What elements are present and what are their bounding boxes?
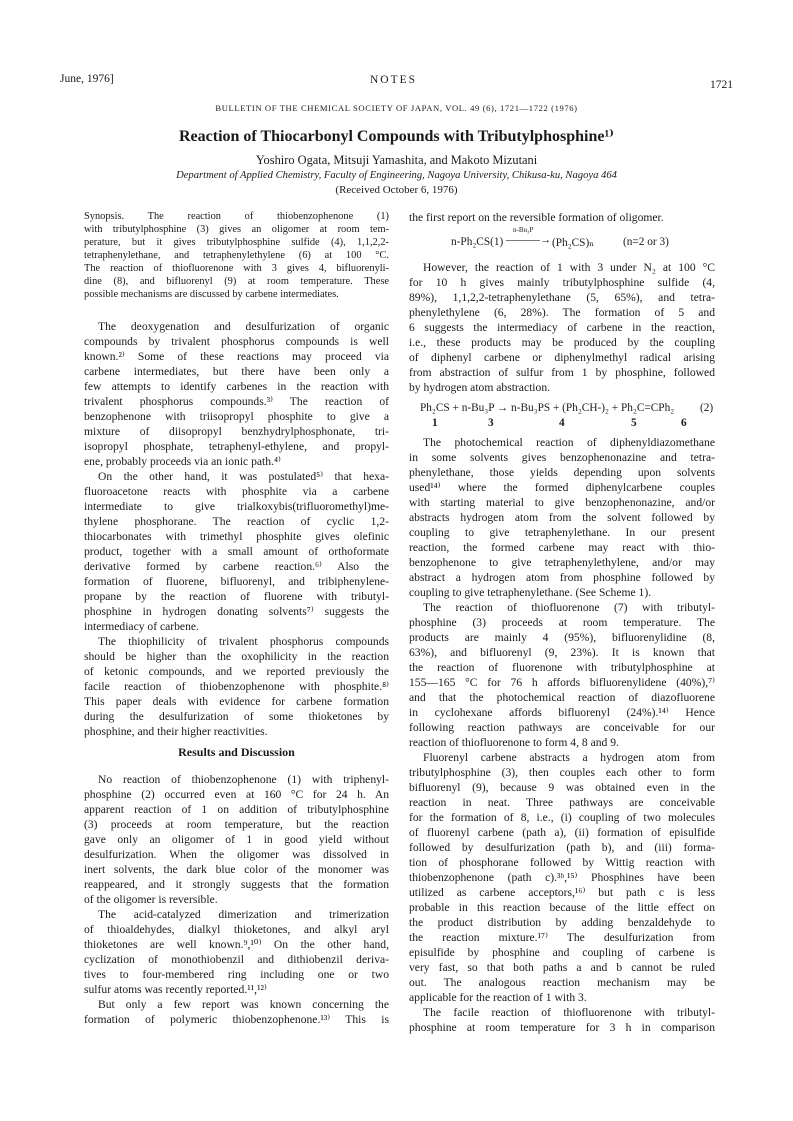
synopsis-line: with tributylphosphine (3) gives an oligomer at room tem- xyxy=(84,224,389,235)
body-line: utilized as carbene acceptors,¹⁶⁾ but path c is less xyxy=(409,886,715,899)
body-line: in some solvents gives benzophenonazine and tetra- xyxy=(409,451,715,464)
equation-1-reagent: n-Bu₃P xyxy=(513,226,534,234)
equation-2-label: 5 xyxy=(631,417,637,429)
equation-2-label: 6 xyxy=(681,417,687,429)
body-line: the reaction mixture.¹⁷⁾ The desulfurization from xyxy=(409,931,715,944)
authors: Yoshiro Ogata, Mitsuji Yamashita, and Makoto Mizutani xyxy=(255,153,538,167)
equation-2-number: (2) xyxy=(700,402,714,414)
body-line: and that the photochemical reaction of diazofluorene xyxy=(409,691,715,704)
body-line: of diphenyl carbene or diphenylmethyl radical arising xyxy=(409,351,715,364)
body-line: On the other hand, it was postulated⁵⁾ that hexa- xyxy=(98,470,389,483)
body-line: desulfurization. When the oligomer was dissolved in xyxy=(84,848,389,861)
body-line: intermediacy of carbene. xyxy=(84,620,199,633)
body-line: the product distribution by adding benzaldehyde to xyxy=(409,916,715,929)
body-line: probable in this reaction because of the little effect on xyxy=(409,901,715,914)
body-line: benzophenone with triisopropyl phosphite to give a xyxy=(84,410,389,423)
body-line: The thiophilicity of trivalent phosphorus compounds xyxy=(98,635,389,648)
body-line: The deoxygenation and desulfurization of organic xyxy=(98,320,389,333)
body-line: 6 suggests the intermediacy of carbene in the reaction, xyxy=(409,321,715,334)
body-line: propane by the reaction of fluorene with tributyl- xyxy=(84,590,389,603)
body-line: ene, probably proceeds via an ionic path.⁴⁾ xyxy=(84,455,281,468)
body-line: formation of polymeric thiobenzophenone.¹³⁾ This is xyxy=(84,1013,389,1026)
equation-2-body: Ph₂CS + n-Bu₃P → n-Bu₃PS + (Ph₂CH-)₂ + Ph₂C=CPh₂ xyxy=(420,402,675,414)
body-line: The photochemical reaction of diphenyldiazomethane xyxy=(423,436,715,449)
running-section: NOTES xyxy=(370,74,418,86)
body-line: thylene phosphorane. The reaction of cyclic 1,2- xyxy=(84,515,389,528)
body-line: phenylethylene (6, 28%). The formation of 5 and xyxy=(409,306,715,319)
body-line: of ketonic compounds, and we reported previously the xyxy=(84,665,389,678)
body-line: formation of fluorene, bifluorenyl, and tribiphenylene- xyxy=(84,575,389,588)
equation-1-arrow: ———→ xyxy=(506,234,552,246)
body-line: very fast, so that both paths a and b cannot be ruled xyxy=(409,961,715,974)
body-line: bifluorenyl (9), because 9 was obtained even in the xyxy=(409,781,715,794)
body-line: episulfide by phosphine and coupling of carbene is xyxy=(409,946,715,959)
body-line: reaction, the formed carbene may react with thio- xyxy=(409,541,715,554)
body-line: the reaction of fluorenone with tributylphosphine at xyxy=(409,661,715,674)
body-line: However, the reaction of 1 with 3 under N₂ at 100 °C xyxy=(423,261,715,274)
body-line: reaction of thiofluorenone to form 4, 8 and 9. xyxy=(409,736,619,749)
body-line: following reaction pathways are conceivable for our xyxy=(409,721,715,734)
body-line: benzophenone to give tetraphenylethylene, and/or may xyxy=(409,556,715,569)
body-line: by hydrogen atom abstraction. xyxy=(409,381,551,394)
body-line: for 10 h gives mainly tributylphosphine sulfide (4, xyxy=(409,276,715,289)
body-line: phosphine at room temperature for 3 h in comparison xyxy=(409,1021,715,1034)
synopsis-line: tetraphenylethane, and tetraphenylethylene (6) at 100 °C. xyxy=(84,250,389,261)
body-line: phosphine in hydrogen donating solvents⁷⁾ suggests the xyxy=(84,605,389,618)
synopsis-line: perature, but it gives tributylphosphine sulfide (4), 1,1,2,2- xyxy=(84,237,389,248)
body-line: phosphine, and their higher reactivities. xyxy=(84,725,268,738)
body-line: coupling to give tetraphenylethane. In our present xyxy=(409,526,715,539)
body-line: This paper deals with evidence for carbene formation xyxy=(84,695,389,708)
body-line: from abstraction of sulfur from 1 by phosphine, followed xyxy=(409,366,715,379)
body-line: The acid-catalyzed dimerization and trimerization xyxy=(98,908,389,921)
equation-2-label: 4 xyxy=(559,417,565,429)
body-line: compounds by trivalent phosphorus compounds is well xyxy=(84,335,389,348)
body-line: tributylphosphine (3), then couples each other to form xyxy=(409,766,715,779)
body-line: i.e., these products may be produced by the coupling xyxy=(409,336,715,349)
body-line: phenylethane, those yields depending upon solvents xyxy=(409,466,715,479)
body-line: of fluorenyl carbene (path a), (ii) formation of episulfide xyxy=(409,826,715,839)
body-line: sulfur atoms was recently reported.¹¹,¹²⁾ xyxy=(84,983,267,996)
body-line: phosphine (3) proceeds at room temperature. The xyxy=(409,616,715,629)
body-line: products are mainly 4 (95%), bifluorenylidine (8, xyxy=(409,631,715,644)
body-line: thiocarbonates with trimethyl phosphite gives olefinic xyxy=(84,530,389,543)
body-line: Fluorenyl carbene abstracts a hydrogen atom from xyxy=(423,751,715,764)
body-line: thiobenzophenone (path c).³ᵇ,¹⁵⁾ Phosphines have been xyxy=(409,871,715,884)
body-line: gave only an oligomer of 1 in good yield without xyxy=(84,833,389,846)
body-line: of the oligomer is reversible. xyxy=(84,893,218,906)
equation-2-label: 1 xyxy=(432,417,438,429)
body-line: No reaction of thiobenzophenone (1) with triphenyl- xyxy=(98,773,389,786)
body-line: out. The analogous reaction mechanism may be xyxy=(409,976,715,989)
received-date: (Received October 6, 1976) xyxy=(335,184,458,196)
body-line: product, together with a small amount of orthoformate xyxy=(84,545,389,558)
body-line: reappeared, and it strongly suggests that the formation xyxy=(84,878,389,891)
body-line: tives to four-membered ring including one or two xyxy=(84,968,389,981)
body-line: should be higher than the oxophilicity in the reaction xyxy=(84,650,389,663)
body-line: (3) proceeds at room temperature, but the reaction xyxy=(84,818,389,831)
body-line: facile reaction of thiobenzophenone with phosphite.⁸⁾ xyxy=(84,680,389,693)
body-line: 89%), 1,1,2,2-tetraphenylethane (5, 65%), and tetra- xyxy=(409,291,715,304)
body-line: The reaction of thiofluorenone (7) with tributyl- xyxy=(423,601,715,614)
body-line: used¹⁴⁾ where the formed diphenylcarbene couples xyxy=(409,481,715,494)
body-line: coupling to give tetraphenylethane. (See Scheme 1). xyxy=(409,586,652,599)
body-line: trivalent phosphorus compounds.³⁾ The reaction of xyxy=(84,395,389,408)
body-line: apparent reaction of 1 on addition of tributylphosphine xyxy=(84,803,389,816)
body-line: 63%), and bifluorenyl (9, 23%). It is known that xyxy=(409,646,715,659)
section-heading: Results and Discussion xyxy=(178,745,295,759)
body-line: the first report on the reversible formation of oligomer. xyxy=(409,211,664,224)
synopsis-line: Synopsis. The reaction of thiobenzophenone (1) xyxy=(84,211,389,222)
body-line: inert solvents, the dark blue color of the monomer was xyxy=(84,863,389,876)
body-line: of thioaldehydes, dialkyl thioketones, and alkyl aryl xyxy=(84,923,389,936)
journal-line: BULLETIN OF THE CHEMICAL SOCIETY OF JAPAN, VOL. 49 (6), 1721—1722 (1976) xyxy=(215,103,578,113)
body-line: But only a few report was known concerning the xyxy=(98,998,389,1011)
body-line: abstracts hydrogen atom from the solvent followed by xyxy=(409,511,715,524)
body-line: isopropyl phosphate, tetraphenyl-ethylene, and propyl- xyxy=(84,440,389,453)
equation-1-left: n-Ph₂CS(1) xyxy=(451,236,504,248)
body-line: thioketones are well known.⁹,¹⁰⁾ On the other hand, xyxy=(84,938,389,951)
body-line: during the desulfurization of some thioketones by xyxy=(84,710,389,723)
synopsis-line: dine (8), and bifluorenyl (9) at room temperature. These xyxy=(84,276,389,287)
body-line: for the formation of 8, i.e., (i) coupling of two molecules xyxy=(409,811,715,824)
body-line: with starting material to give benzophenonazine, and/or xyxy=(409,496,715,509)
synopsis-line: The reaction of thiofluorenone with 3 gives 4, bifluorenyli- xyxy=(84,263,389,274)
body-line: reaction in neat. Three pathways are conceivable xyxy=(409,796,715,809)
body-line: known.²⁾ Some of these reactions may proceed via xyxy=(84,350,389,363)
article-title: Reaction of Thiocarbonyl Compounds with Tributylphosphine¹⁾ xyxy=(179,128,614,145)
running-date: June, 1976] xyxy=(60,73,114,85)
body-line: phosphine (2) occurred even at 160 °C for 24 h. An xyxy=(84,788,389,801)
equation-1-right: (Ph₂CS)ₙ xyxy=(552,237,595,249)
synopsis-line: possible mechanisms are discussed by carbene intermediates. xyxy=(84,289,339,300)
body-line: derivative formed by carbene reaction.⁶⁾ Also the xyxy=(84,560,389,573)
body-line: 155—165 °C for 76 h affords bifluorenylidene (40%),⁷⁾ xyxy=(409,676,715,689)
body-line: few attempts to identify carbenes in the reaction with xyxy=(84,380,389,393)
body-line: tion of phosphorane followed by Wittig reaction with xyxy=(409,856,715,869)
body-line: cyclization of monothiobenzil and dithiobenzil deriva- xyxy=(84,953,389,966)
body-line: intermediate to give trialkoxybis(trifluoromethyl)me- xyxy=(84,500,389,513)
body-line: carbene intermediates, but there have been only a xyxy=(84,365,389,378)
body-line: followed by desulfurization (path b), and (iii) forma- xyxy=(409,841,715,854)
body-line: fluoroacetone reacts with phosphite via a carbene xyxy=(84,485,389,498)
body-line: The facile reaction of thiofluorenone with tributyl- xyxy=(423,1006,715,1019)
body-line: abstract a hydrogen atom from phosphine followed by xyxy=(409,571,715,584)
equation-2-label: 3 xyxy=(488,417,494,429)
page-number: 1721 xyxy=(710,79,733,91)
body-line: in cyclohexane affords bifluorenyl (24%).¹⁴⁾ Hence xyxy=(409,706,715,719)
affiliation: Department of Applied Chemistry, Faculty of Engineering, Nagoya University, Chikusa-ku, Nagoya 464 xyxy=(176,170,617,181)
body-line: mixture of diisopropyl benzhydrylphosphonate, tri- xyxy=(84,425,389,438)
body-line: applicable for the reaction of 1 with 3. xyxy=(409,991,587,1004)
equation-1-condition: (n=2 or 3) xyxy=(623,236,669,248)
